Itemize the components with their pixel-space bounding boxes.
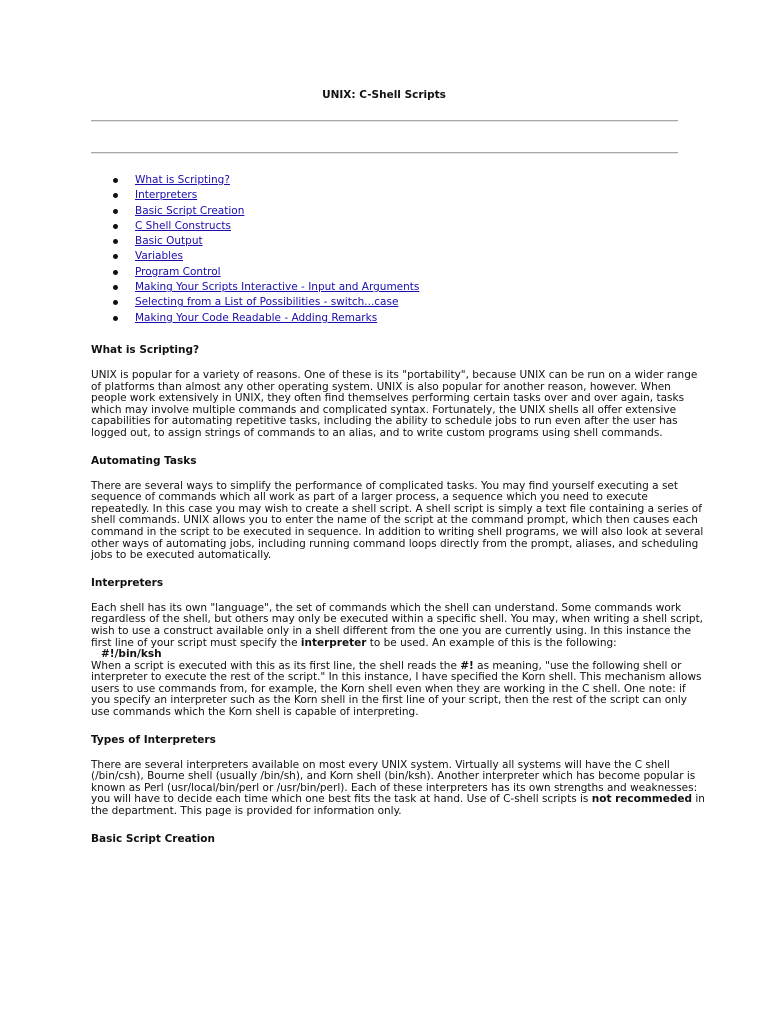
paragraph-line: the department. This page is provided for information only. [91,805,402,818]
heading-basic-script-creation: Basic Script Creation [91,832,215,845]
toc-item [110,281,419,296]
toc-item [110,174,419,189]
bold-term-not-recommended: not recommeded [591,793,693,806]
paragraph-line: users to use commands from, for example, the Korn shell even when they are working in the C shell. One note: if [91,682,686,695]
paragraph-line: you specify an interpreter such as the Korn shell in the first line of your script, then the rest of the script can only [91,694,687,707]
bold-term-shebang: #! [460,659,474,672]
paragraph-line: Each shell has its own "language", the set of commands which the shell can understand. Some commands work [91,601,682,614]
heading-what-is-scripting: What is Scripting? [91,344,200,356]
paragraph-line: interpreter to execute the rest of the script." In this instance, I have specified the Korn shell. This mechanism allows [91,671,702,684]
toc-item [110,296,419,311]
toc-link-what-is-scripting[interactable]: What is Scripting? [135,174,230,186]
paragraph-line: command in the script to be executed in sequence. In addition to writing shell programs, we will also look at several [91,525,704,538]
text-run: to be used. An example of this is the following: [366,636,617,649]
paragraph-line: wish to use a construct available only in a shell different from the one you are currently using. In this instance the [91,624,692,637]
toc-item [110,220,419,235]
toc-link-variables[interactable]: Variables [135,250,183,263]
toc-link-basic-script-creation[interactable]: Basic Script Creation [135,204,245,217]
paragraph-line: regardless of the shell, but others may only be executed within a specific shell. You may, when writing a shell script, [91,613,704,626]
paragraph-line: people work extensively in UNIX, they often find themselves performing certain tasks over and over again, tasks [91,392,685,405]
toc-item [110,312,419,327]
document-body [91,344,705,845]
paragraph-line: known as Perl (usr/local/bin/perl or /usr/bin/perl). Each of these interpreters has its own strengths and weaknesses: [91,781,698,794]
toc-item [110,189,419,204]
paragraph-line: of platforms than almost any other operating system. UNIX is also popular for another reason, however. When [91,380,671,393]
text-run: in [692,793,705,806]
toc-link-basic-output[interactable]: Basic Output [135,235,203,248]
paragraph-line: logged out, to assign strings of commands to an alias, and to write custom programs using shell commands. [91,426,663,439]
text-run: first line of your script must specify the [91,636,301,649]
toc-link-c-shell-constructs[interactable]: C Shell Constructs [135,219,231,232]
paragraph-line: sequence of commands which all work as part of a larger process, a sequence which you need to execute [91,491,648,504]
text-run: When a script is executed with this as its first line, the shell reads the [91,659,461,672]
horizontal-rule-bottom [91,152,678,154]
heading-types-of-interpreters: Types of Interpreters [91,733,216,746]
toc-item [110,205,419,220]
paragraph-line: use commands which the Korn shell is capable of interpreting. [91,706,419,719]
paragraph-line: (/bin/csh), Bourne shell (usually /bin/sh), and Korn shell (bin/ksh). Another interpreter which has become popular is [91,770,696,783]
paragraph-line: repeatedly. In this case you may wish to create a shell script. A shell script is simply a text file containing a series of [91,502,702,515]
toc-link-interactive-scripts[interactable]: Making Your Scripts Interactive - Input and Arguments [135,281,420,294]
paragraph-line: other ways of automating jobs, including running command loops directly from the prompt, aliases, and scheduling [91,537,699,550]
toc-link-adding-remarks[interactable]: Making Your Code Readable - Adding Remarks [135,311,378,324]
paragraph-line: jobs to be executed automatically. [91,549,272,562]
paragraph-line: There are several ways to simplify the performance of complicated tasks. You may find yourself executing a set [91,479,678,492]
paragraph-line [91,638,681,650]
toc-link-switch-case[interactable]: Selecting from a List of Possibilities - switch...case [135,296,399,309]
page-title: UNIX: C-Shell Scripts [322,89,446,101]
paragraph-line: shell commands. UNIX allows you to enter the name of the script at the command prompt, which then causes each [91,514,698,527]
toc-item [110,235,419,250]
toc-link-interpreters[interactable]: Interpreters [135,189,198,202]
code-shebang: #!/bin/ksh [101,648,162,661]
toc-item [110,266,419,281]
heading-automating-tasks: Automating Tasks [91,454,197,467]
text-run: as meaning, "use the following shell or [473,659,682,672]
paragraph-line: UNIX is popular for a variety of reasons. One of these is its "portability", because UNIX can be run on a wider range [91,369,698,381]
table-of-contents [110,174,419,327]
paragraph-line: capabilities for automating repetitive tasks, including the ability to schedule jobs to run even after the user has [91,415,678,428]
toc-link-program-control[interactable]: Program Control [135,265,221,278]
horizontal-rule-top [91,120,678,122]
bold-term-interpreter: interpreter [300,636,367,649]
heading-interpreters: Interpreters [91,576,164,589]
paragraph-line: which may involve multiple commands and complicated syntax. Fortunately, the UNIX shells all offer extensive [91,403,677,416]
paragraph-line: There are several interpreters available on most every UNIX system. Virtually all systems will have the C shell [91,758,670,771]
toc-item [110,250,419,265]
text-run: you will have to decide each time which one best fits the task at hand. Use of C-shell scripts is [91,793,592,806]
